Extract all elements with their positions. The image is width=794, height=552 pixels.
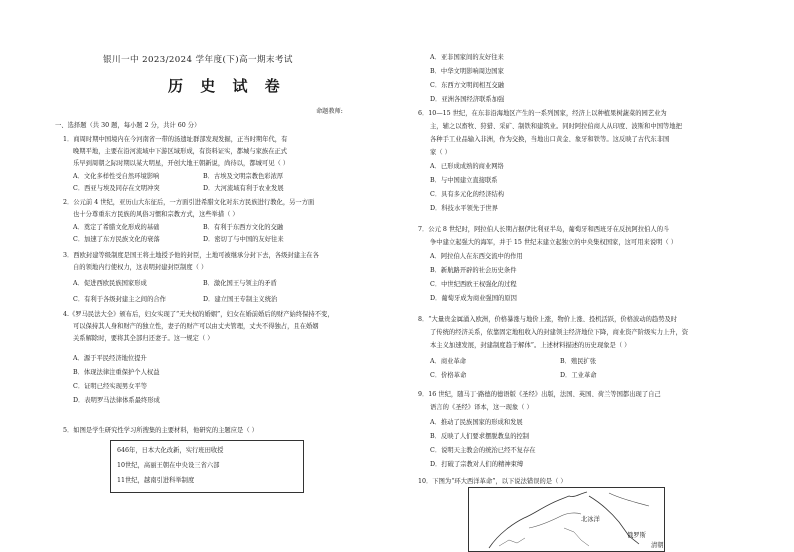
question-line: 各种手工业品输入非洲，作为交换，当地出口黄金、象牙和铁等。这反映了古代东非国: [430, 136, 670, 143]
question-line: 5．如图是学生研究性学习所搜集的主要材料，他研究的主题应是（ ）: [63, 427, 258, 434]
question-line: 语言的《圣经》译本，这一现象（ ）: [430, 404, 533, 411]
option-item: C．有利于各级封建主之间的合作: [73, 296, 166, 303]
option-item: A．阿拉伯人在东西交流中的作用: [430, 253, 523, 260]
question-line: 晚期平地，主要在沿河流域中下游区域形成，有资料证实，都城与家族在正式: [73, 148, 288, 155]
option-item: B．古埃及文明宗教色彩浓厚: [203, 173, 284, 180]
option-item: D．密切了与中国的友好往来: [203, 236, 284, 243]
question-line: 7．公元 8 世纪时，阿拉伯人长期占据伊比利亚半岛，葡萄牙和西班牙在反抗阿拉伯人的斗: [418, 226, 670, 233]
author-label: 命题教师:: [316, 108, 343, 115]
option-item: D．亚洲各国经济联系加强: [430, 96, 505, 103]
map-illustration: [469, 488, 664, 551]
question-line: 2．公元前 4 世纪，亚历山大东征后，一方面引进希腊文化对东方民族进行教化，另一方面: [63, 199, 315, 206]
school-title: 银川一中 2023/2024 学年度(下)高一期末考试: [103, 55, 293, 65]
question-line: 自的领地内行使权力，这表明封建封臣制度（ ）: [73, 264, 208, 271]
option-item: D．打破了宗教对人们的精神束缚: [430, 461, 524, 468]
option-item: A．奠定了希腊文化形成的基础: [73, 224, 160, 231]
table-row: 646年，日本大化改新，实行班田收授: [117, 447, 224, 454]
question-line: 3．西欧封建等级制度是国王将土地授予他的封臣，土地可被继承分封下去，各级封建主在各: [63, 252, 319, 259]
exam-title: 历 史 试 卷: [168, 77, 286, 95]
option-item: B．与中国建立直接联系: [430, 177, 498, 184]
question-line: 本主义加速发展，封建制度趋于解体”。上述材料描述的历史现象是（ ）: [430, 342, 631, 349]
option-item: D．葡萄牙成为商业强国的原因: [430, 295, 517, 302]
option-item: D．工业革命: [560, 372, 597, 379]
map-label: 俄罗斯: [627, 532, 646, 539]
option-item: C．具有多元化的经济结构: [430, 191, 505, 198]
question-line: 关系解除时，要将其全部归还妻子。这一规定（ ）: [73, 335, 214, 342]
option-item: B．中华文明影响周边国家: [430, 68, 504, 75]
option-item: D．科技水平领先于世界: [430, 205, 499, 212]
option-item: A．已形成成熟的商业网络: [430, 163, 504, 170]
question-line: 乐早到周朝之际时期以某大明星，开创大地王朝新说，尚待以，都城可见（ ）: [73, 160, 290, 167]
option-item: B．激化国王与领主的矛盾: [203, 280, 277, 287]
option-item: B．有利于东西方文化的交融: [203, 224, 284, 231]
question-line: 可以保持其人身和财产的独立性，妻子的财产可以由丈夫管理，丈夫不得独占，且在婚姻: [73, 323, 319, 330]
option-item: A．源于平民经济地位提升: [73, 355, 147, 362]
option-item: A．推动了民族国家的形成和发展: [430, 419, 523, 426]
question-line: 主，辅之以畜牧、狩猎、采矿、制铁和建筑业。同时阿拉伯商人从印度、波斯和中国等地把: [430, 123, 682, 130]
option-item: B．反映了人们要求摆脱教皇的控制: [430, 433, 530, 440]
option-item: D．建立国王专制主义统治: [203, 296, 278, 303]
map-label: 清朝: [651, 542, 664, 549]
option-item: C．中世纪西欧王权强化的过程: [430, 281, 517, 288]
option-item: B．体现法律注重保护个人权益: [73, 369, 160, 376]
map-label: 北冰洋: [581, 516, 600, 523]
option-item: B．殖民扩张: [560, 358, 597, 365]
option-item: D．表明罗马法律体系最终形成: [73, 397, 160, 404]
question-line: 家（ ）: [430, 149, 451, 156]
option-item: C．证明已经实现男女平等: [73, 383, 148, 390]
question-line: 1．商周时期中国境内在今河南省一带的汤遗址群部发现发掘，正当时期年代，有: [63, 136, 288, 143]
map-figure: [468, 487, 665, 552]
question-line: 8．“大量贵金属涌入欧洲，价格暴涨与地价上涨，物价上涨、投机活跃，价格波动的趋势及时: [418, 316, 678, 323]
question-line: 10．下图为“环大西洋革命”，以下说法错误的是（ ）: [418, 478, 567, 485]
option-item: A．促进西欧民族国家形成: [73, 280, 147, 287]
question-line: 9．16 世纪，随马丁·路德的德语版《圣经》出版，法国、英国、荷兰等国都出现了自己: [418, 391, 661, 398]
option-item: C．西亚与埃及同存在文明冲突: [73, 185, 160, 192]
option-item: D．大河流域有利于农业发展: [203, 185, 284, 192]
section-heading: 一、选择题（共 30 题，每小题 2 分，共计 60 分）: [55, 122, 201, 129]
option-item: B．新航路开辟的社会历史条件: [430, 267, 517, 274]
option-item: C．说明天主教会的统治已经不复存在: [430, 447, 536, 454]
question-line: 4.《罗马民法大全》颁布后，妇女实现了“无夫权的婚姻”，妇女在婚前婚后的财产始终保持不变，: [63, 311, 334, 318]
option-item: C．东西方文明间相互交融: [430, 82, 505, 89]
option-item: C．价格革命: [430, 372, 467, 379]
option-item: C．加速了东方民族文化的衰落: [73, 236, 160, 243]
option-item: A．文化多样性受自然环境影响: [73, 173, 160, 180]
question-line: 也十分尊重东方民族的风俗习惯和宗教方式，这些举措（ ）: [73, 211, 239, 218]
option-item: A．商业革命: [430, 358, 467, 365]
option-item: A．亚非国家间的友好往来: [430, 54, 504, 61]
table-row: 11世纪，越南引进科举制度: [117, 477, 195, 484]
question-line: 争中建立起强大的海军，并于 15 世纪末建立起独立的中央集权国家，这可用来说明（ ）: [430, 239, 678, 246]
material-table: [110, 440, 304, 493]
table-row: 10世纪，高丽王朝在中央设三省六部: [117, 462, 220, 469]
question-line: 6．10—15 世纪，在东非沿海地区产生的一系列国家，经济上以种植果树蔬菜的园艺业为: [418, 110, 667, 117]
question-line: 了传统的经济关系，依靠固定地租收入的封建领主经济地位下降，商业资产阶级实力上升，资: [430, 329, 689, 336]
